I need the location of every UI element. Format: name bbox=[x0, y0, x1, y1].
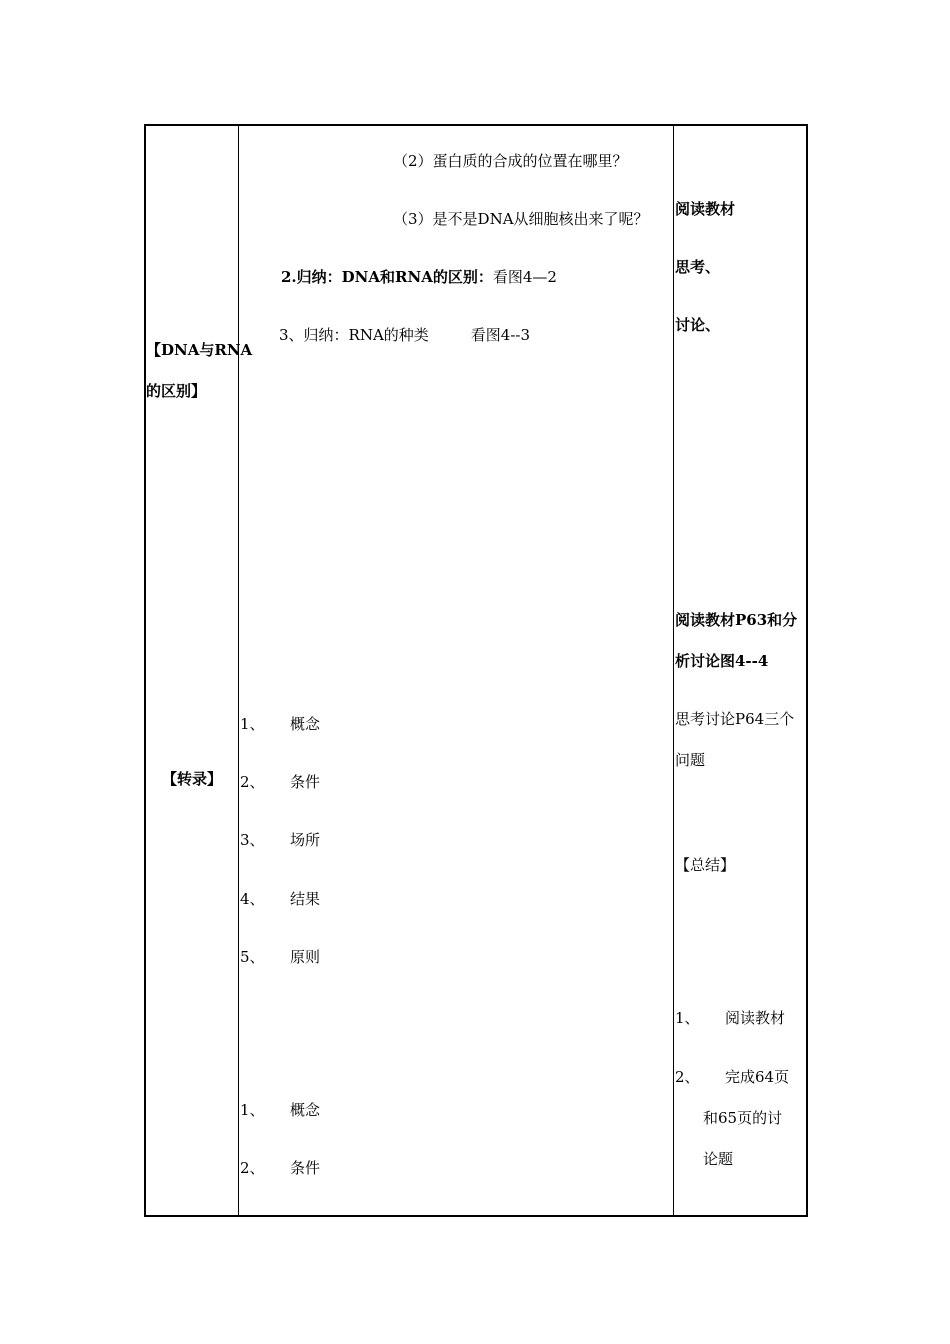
list-item-text: 概念 bbox=[290, 715, 321, 733]
column-divider-right bbox=[673, 126, 674, 1215]
list-item-number: 1、 bbox=[240, 715, 265, 733]
task-2-line3: 论题 bbox=[703, 1150, 734, 1168]
summary-2 bbox=[281, 267, 557, 287]
list-item-number: 1、 bbox=[240, 1101, 265, 1119]
summary-2-rest: 看图4—2 bbox=[492, 268, 557, 286]
list-item bbox=[240, 1100, 320, 1120]
section-label-dna-rna-line2: 的区别】 bbox=[146, 382, 207, 400]
activity-discuss: 讨论、 bbox=[675, 316, 721, 334]
list-item bbox=[240, 830, 320, 850]
list-item bbox=[240, 889, 320, 909]
question-2: （2）蛋白质的合成的位置在哪里？ bbox=[393, 152, 628, 170]
list-item bbox=[240, 714, 320, 734]
list-item bbox=[240, 1158, 320, 1178]
column-divider-left bbox=[238, 126, 239, 1215]
activity-think-p64-line2: 问题 bbox=[675, 751, 706, 769]
task-2-line1: 完成64页 bbox=[725, 1068, 790, 1086]
list-item-number: 2、 bbox=[240, 1159, 265, 1177]
task-2-number: 2、 bbox=[675, 1068, 700, 1086]
list-item-text: 条件 bbox=[290, 1159, 321, 1177]
list-item-text: 条件 bbox=[290, 773, 321, 791]
summary-3-text: 3、归纳：RNA的种类 bbox=[279, 326, 429, 344]
activity-read: 阅读教材 bbox=[675, 200, 736, 218]
activity-think: 思考、 bbox=[675, 258, 721, 276]
summary-3 bbox=[279, 325, 530, 345]
list-item-number: 5、 bbox=[240, 948, 265, 966]
list-item-number: 2、 bbox=[240, 773, 265, 791]
list-item-text: 结果 bbox=[290, 890, 321, 908]
list-item-number: 4、 bbox=[240, 890, 265, 908]
summary-3-see: 看图4--3 bbox=[470, 326, 531, 344]
list-item-text: 概念 bbox=[290, 1101, 321, 1119]
task-1 bbox=[675, 1008, 785, 1028]
activity-think-p64-line1: 思考讨论P64三个 bbox=[675, 710, 795, 728]
task-1-text: 阅读教材 bbox=[725, 1009, 786, 1027]
list-item bbox=[240, 947, 320, 967]
task-1-number: 1、 bbox=[675, 1009, 700, 1027]
list-item bbox=[240, 772, 320, 792]
list-item-text: 场所 bbox=[290, 831, 321, 849]
list-item-number: 3、 bbox=[240, 831, 265, 849]
section-label-dna-rna-line1: 【DNA与RNA bbox=[146, 341, 253, 359]
summary-label: 【总结】 bbox=[675, 856, 736, 874]
task-2 bbox=[675, 1067, 789, 1087]
section-label-transcription: 【转录】 bbox=[162, 770, 223, 788]
activity-read-p63-line1: 阅读教材P63和分 bbox=[675, 611, 798, 629]
task-2-line2: 和65页的讨 bbox=[703, 1109, 783, 1127]
question-3: （3）是不是DNA从细胞核出来了呢？ bbox=[393, 210, 649, 228]
list-item-text: 原则 bbox=[290, 948, 321, 966]
activity-read-p63-line2: 析讨论图4--4 bbox=[675, 652, 769, 670]
summary-2-bold: 2.归纳：DNA和RNA的区别： bbox=[281, 268, 493, 286]
